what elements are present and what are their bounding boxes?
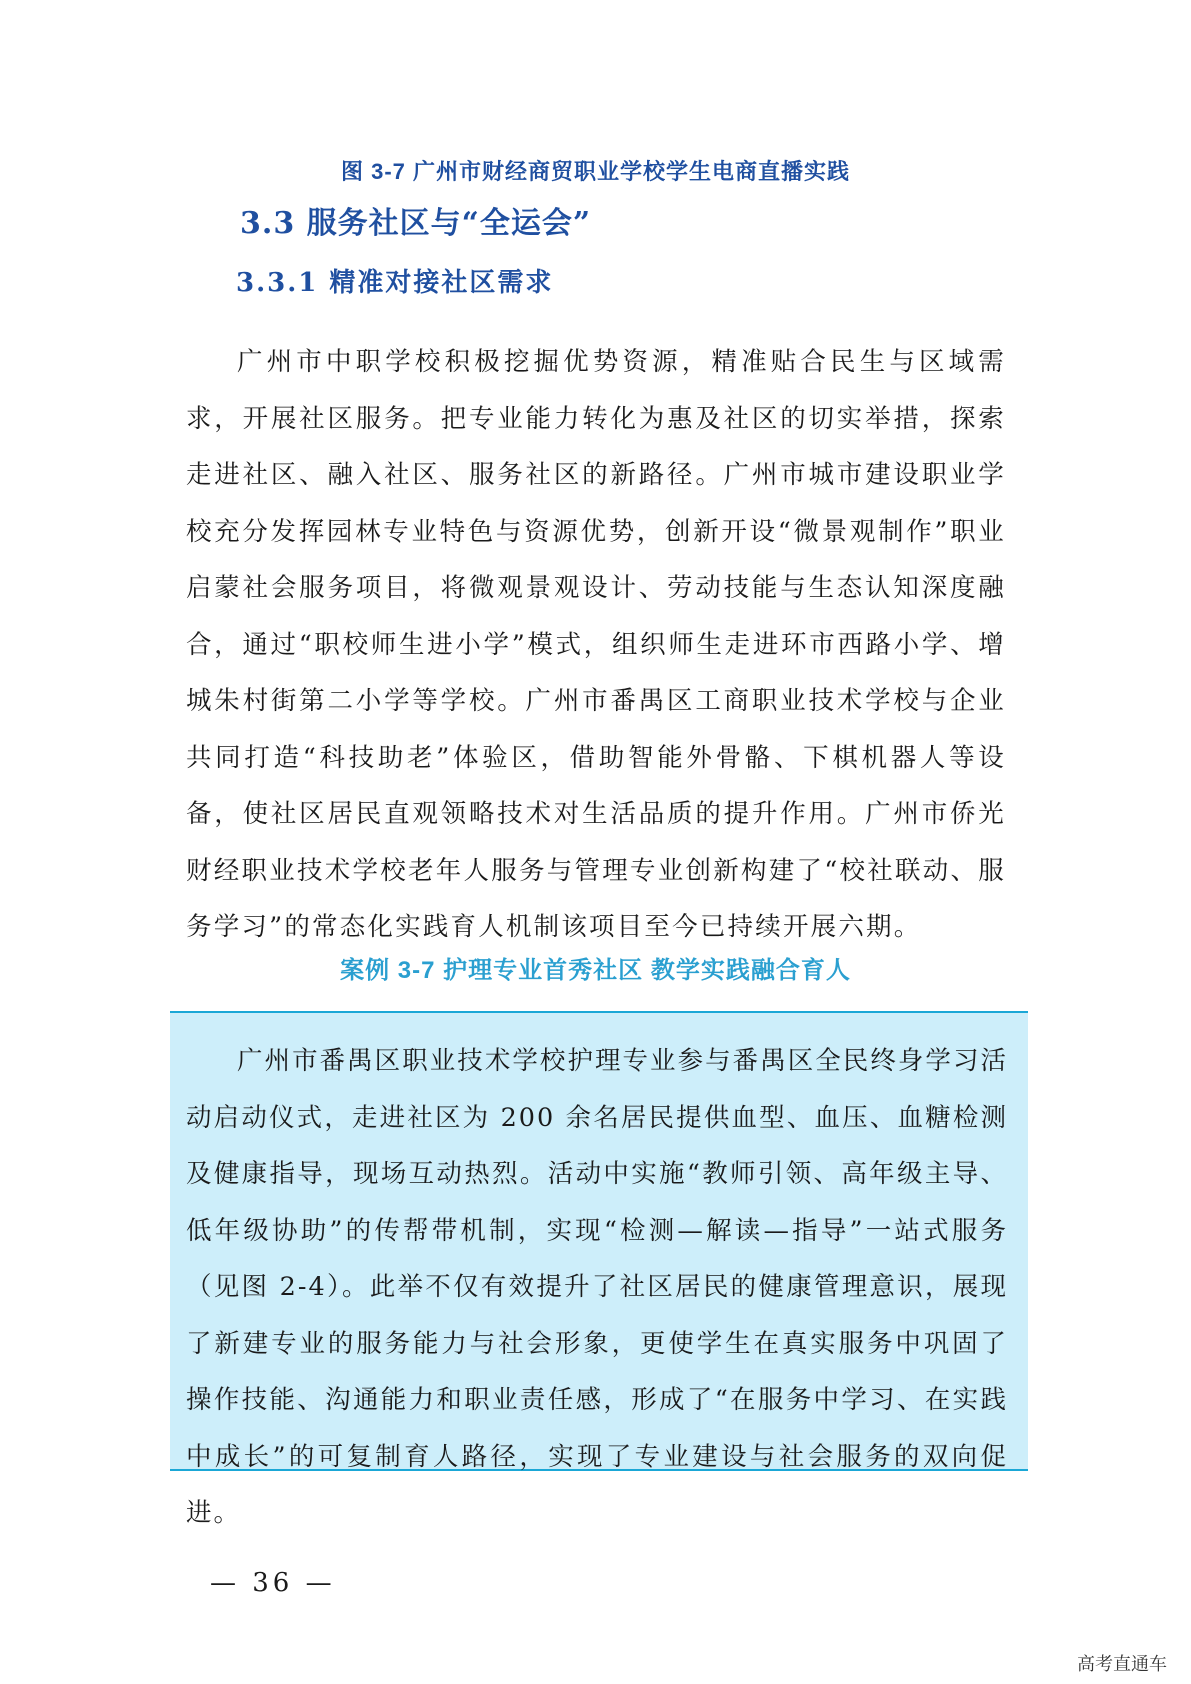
subsection-heading: 3.3.1 精准对接社区需求 — [236, 268, 554, 298]
section-heading: 3.3 服务社区与“全运会” — [240, 206, 592, 241]
page-number: — 36 — — [210, 1568, 336, 1598]
watermark-text: 高考直通车 — [1077, 1654, 1167, 1674]
case-title: 案例 3-7 护理专业首秀社区 教学实践融合育人 — [340, 957, 851, 984]
case-box — [170, 1011, 1028, 1528]
case-paragraph: 广州市番禺区职业技术学校护理专业参与番禺区全民终身学习活动启动仪式，走进社区为 200 余名居民提供血型、血压、血糖检测及健康指导，现场互动热烈。活动中实施“教师引领、高年级主导、低年级协助”的传帮带机制，实现“检测—解读—指导”一站式服务（见图 2-4）。此举不仅有效提升了社区居民的健康管理意识，展现了新建专业的服务能力与社会形象，更使学生在真实服务中巩固了操作技能、沟通能力和职业责任感，形成了“在服务中学习、在实践中成长”的可复制育人路径，实现了专业建设与社会服务的双向促进。 — [186, 1046, 1008, 1528]
figure-caption: 图 3-7 广州市财经商贸职业学校学生电商直播实践 — [340, 159, 851, 184]
body-paragraph: 广州市中职学校积极挖掘优势资源，精准贴合民生与区域需求，开展社区服务。把专业能力转化为惠及社区的切实举措，探索走进社区、融入社区、服务社区的新路径。广州市城市建设职业学校充分发挥园林专业特色与资源优势，创新开设“微景观制作”职业启蒙社会服务项目，将微观景观设计、劳动技能与生态认知深度融合，通过“职校师生进小学”模式，组织师生走进环市西路小学、增城朱村街第二小学等学校。广州市番禺区工商职业技术学校与企业共同打造“科技助老”体验区，借助智能外骨骼、下棋机器人等设备，使社区居民直观领略技术对生活品质的提升作用。广州市侨光财经职业技术学校老年人服务与管理专业创新构建了“校社联动、服务学习”的常态化实践育人机制该项目至今已持续开展六期。 — [186, 347, 1006, 942]
